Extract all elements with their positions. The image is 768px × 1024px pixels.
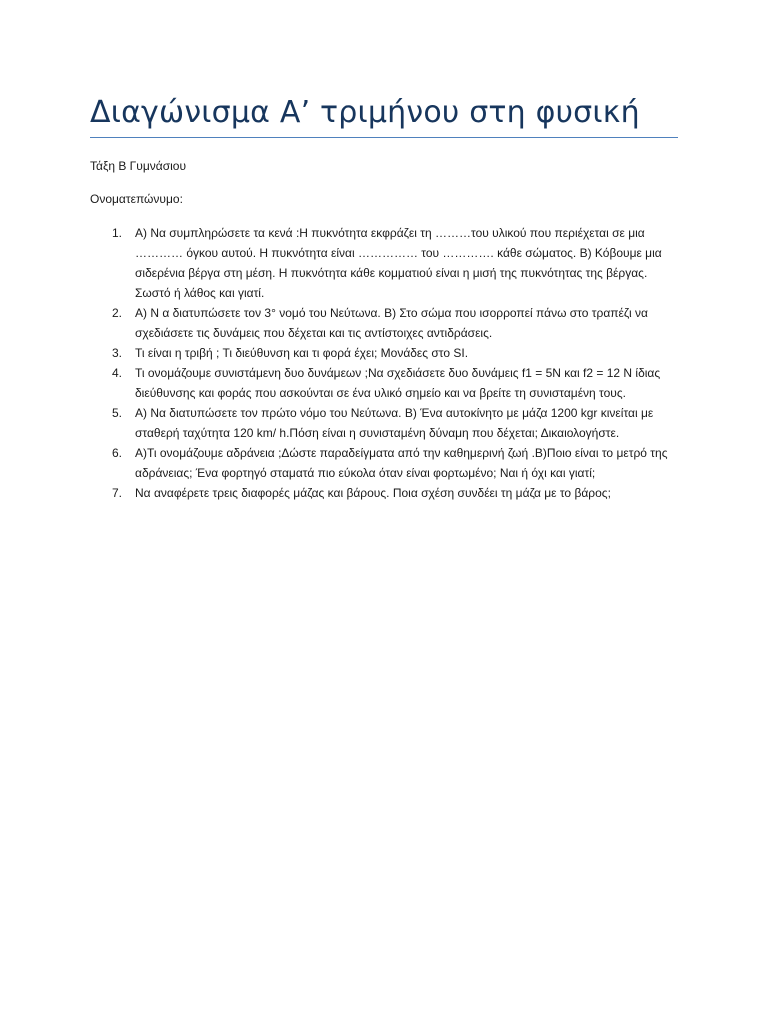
question-text: Α)Τι ονομάζουμε αδράνεια ;Δώστε παραδείγματα από την καθημερινή ζωή .Β)Ποιο είναι το μετρό της αδράνειας; Ένα φορτηγό σταματά πιο εύκολα όταν είναι φορτωμένο; Ναι ή όχι και γιατί; bbox=[135, 446, 668, 480]
question-text: Τι ονομάζουμε συνιστάμενη δυο δυνάμεων ;Να σχεδιάσετε δυο δυνάμεις f1 = 5N και f2 = 12 N ίδιας διεύθυνσης και φοράς που ασκούνται σε ένα υλικό σημείο και να βρείτε τη συνισταμένη τους. bbox=[135, 366, 661, 400]
question-number: 4. bbox=[112, 366, 123, 380]
question-text: Α) Ν α διατυπώσετε τον 3° νομό του Νεύτωνα. Β) Στο σώμα που ισορροπεί πάνω στο τραπέζι να σχεδιάσετε τις δυνάμεις που δέχεται και τις αντίστοιχες αντιδράσεις. bbox=[135, 306, 648, 340]
question-text: Α) Να συμπληρώσετε τα κενά :Η πυκνότητα εκφράζει τη ………του υλικού που περιέχεται σε μια ………… όγκου αυτού. Η πυκνότητα είναι …………… του …………. κάθε σώματος. Β) Κόβουμε μια σιδερένια βέργα στη μέση. Η πυκνότητα κάθε κομματιού είναι η μισή της πυκνότητας της βέργας. Σωστό ή λάθος και γιατί. bbox=[135, 226, 662, 300]
question-item bbox=[90, 403, 682, 443]
question-item bbox=[90, 363, 682, 403]
question-item bbox=[90, 483, 682, 503]
question-item bbox=[90, 223, 682, 303]
question-number: 6. bbox=[112, 446, 123, 460]
question-item bbox=[90, 443, 682, 483]
question-item bbox=[90, 303, 682, 343]
question-number: 3. bbox=[112, 346, 123, 360]
class-label: Τάξη Β Γυμνάσιου bbox=[90, 159, 186, 173]
question-number: 7. bbox=[112, 486, 123, 500]
question-item bbox=[90, 343, 682, 363]
question-number: 1. bbox=[112, 226, 123, 240]
question-text: Τι είναι η τριβή ; Τι διεύθυνση και τι φορά έχει; Μονάδες στο SI. bbox=[135, 346, 469, 360]
question-number: 2. bbox=[112, 306, 123, 320]
question-text: Α) Να διατυπώσετε τον πρώτο νόμο του Νεύτωνα. Β) Ένα αυτοκίνητο με μάζα 1200 kgr κινείται με σταθερή ταχύτητα 120 km/ h.Πόση είναι η συνισταμένη δύναμη που δέχεται; Δικαιολογήστε. bbox=[135, 406, 654, 440]
title-underline bbox=[90, 137, 678, 138]
name-label: Ονοματεπώνυμο: bbox=[90, 192, 183, 206]
question-number: 5. bbox=[112, 406, 123, 420]
question-list bbox=[90, 223, 682, 503]
document-title: Διαγώνισμα Α’ τριμήνου στη φυσική bbox=[90, 95, 640, 130]
question-text: Να αναφέρετε τρεις διαφορές μάζας και βάρους. Ποια σχέση συνδέει τη μάζα με το βάρος; bbox=[135, 486, 611, 500]
